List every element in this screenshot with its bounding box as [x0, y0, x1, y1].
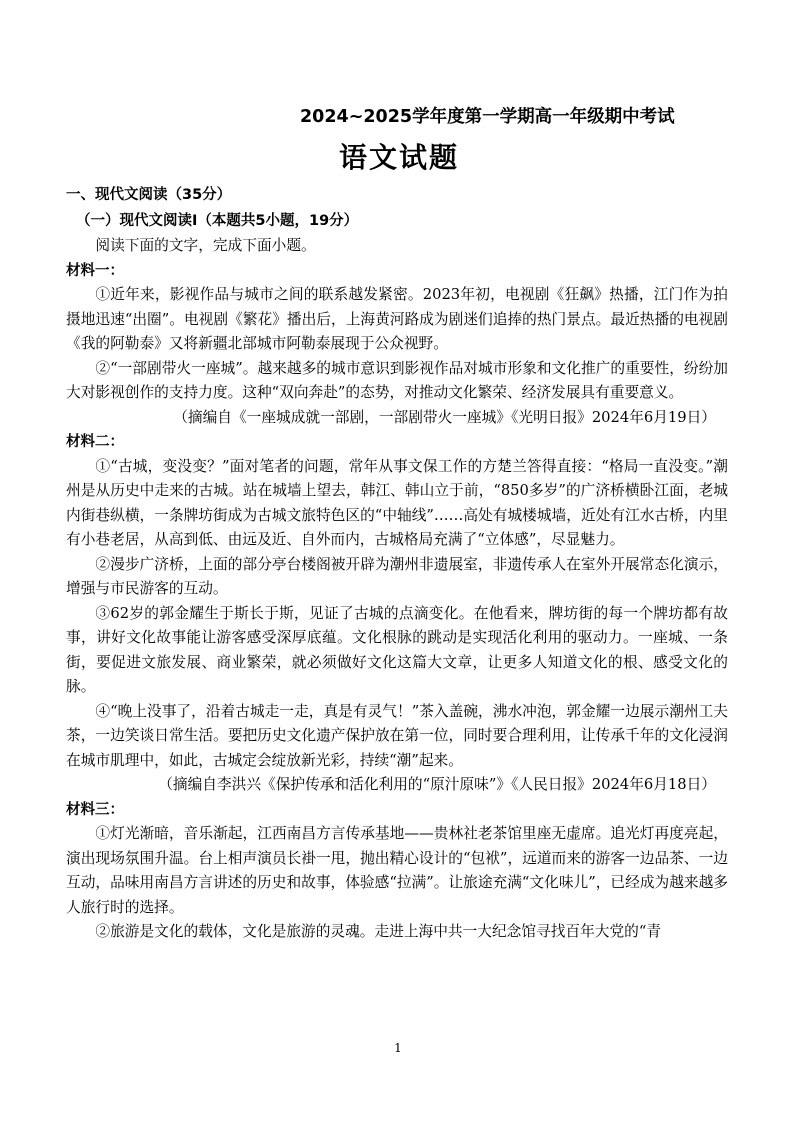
subject-title: 语文试题: [339, 141, 460, 174]
material-2-paragraph: ①“古城，变没变？”面对笔者的问题，常年从事文保工作的方楚兰答得直接：“格局一直没变。”潮州是从历史中走来的古城。站在城墙上望去，韩江、韩山立于前，“850多岁”的广济桥横卧江面，老城内街巷纵横，一条牌坊街成为古城文旅特色区的“中轴线”……高处有城楼城墙，近处有江水古桥，内里有小巷老居，从高到低、由远及近、自外而内，古城格局充满了“立体感”，尽显魅力。: [66, 457, 728, 548]
material-2-paragraph: ②漫步广济桥，上面的部分亭台楼阁被开辟为潮州非遗展室，非遗传承人在室外开展常态化演示，增强与市民游客的互动。: [66, 555, 728, 597]
content-body: [66, 182, 728, 945]
material-2-paragraph: ④“晚上没事了，沿着古城走一走，真是有灵气！”茶入盖碗，沸水冲泡，郭金耀一边展示潮州工夫茶，一边笑谈日常生活。要把历史文化遗产保护放在第一位，同时要合理利用，让传承千年的文化浸润在城市肌理中，如此，古城定会绽放新光彩，持续“潮”起来。: [66, 702, 728, 769]
material-3-heading: 材料三：: [66, 801, 124, 818]
material-1-heading: 材料一：: [66, 262, 124, 279]
page-number: 1: [394, 1041, 402, 1055]
material-1-paragraph: ①近年来，影视作品与城市之间的联系越发紧密。2023年初，电视剧《狂飙》热播，江门作为拍摄地迅速“出圈”。电视剧《繁花》播出后，上海黄河路成为剧迷们追捧的热门景点。最近热播的电视剧《我的阿勒泰》又将新疆北部城市阿勒泰展现于公众视野。: [66, 286, 728, 352]
reading-instruction: 阅读下面的文字，完成下面小题。: [95, 237, 316, 254]
exam-title: 2024~2025学年度第一学期高一年级期中考试: [300, 107, 675, 127]
material-1-source: （摘编自《一座城成就一部剧，一部剧带火一座城》《光明日报》2024年6月19日）: [173, 408, 716, 426]
section-heading: 一、现代文阅读（35分）: [66, 187, 232, 203]
material-2-source: （摘编自李洪兴《保护传承和活化利用的“原汁原味”》《人民日报》2024年6月18日）: [158, 776, 716, 793]
material-3-paragraph: ②旅游是文化的载体，文化是旅游的灵魂。走进上海中共一大纪念馆寻找百年大党的“青: [95, 923, 662, 940]
material-3-paragraph: ①灯光渐暗，音乐渐起，江西南昌方言传承基地——贵林社老茶馆里座无虚席。追光灯再度亮起，演出现场氛围升温。台上相声演员长褂一甩，抛出精心设计的“包袱”，远道而来的游客一边品茶、一边互动，品味用南昌方言讲述的历史和故事，体验感“拉满”。让旅途充满“文化味儿”，已经成为越来越多人旅行时的选择。: [66, 825, 728, 916]
sub-section-heading: （一）现代文阅读Ⅰ（本题共5小题，19分）: [76, 213, 359, 229]
material-2-heading: 材料二：: [66, 434, 124, 450]
material-2-paragraph: ③62岁的郭金耀生于斯长于斯，见证了古城的点滴变化。在他看来，牌坊街的每一个牌坊都有故事，讲好文化故事能让游客感受深厚底蕴。文化根脉的跳动是实现活化利用的驱动力。一座城、一条街，要促进文旅发展、商业繁荣，就必须做好文化这篇大文章，让更多人知道文化的根、感受文化的脉。: [66, 604, 728, 695]
material-1-paragraph: ②“一部剧带火一座城”。越来越多的城市意识到影视作品对城市形象和文化推广的重要性，纷纷加大对影视创作的支持力度。这种“双向奔赴”的态势，对推动文化繁荣、经济发展具有重要意义。: [66, 359, 728, 401]
